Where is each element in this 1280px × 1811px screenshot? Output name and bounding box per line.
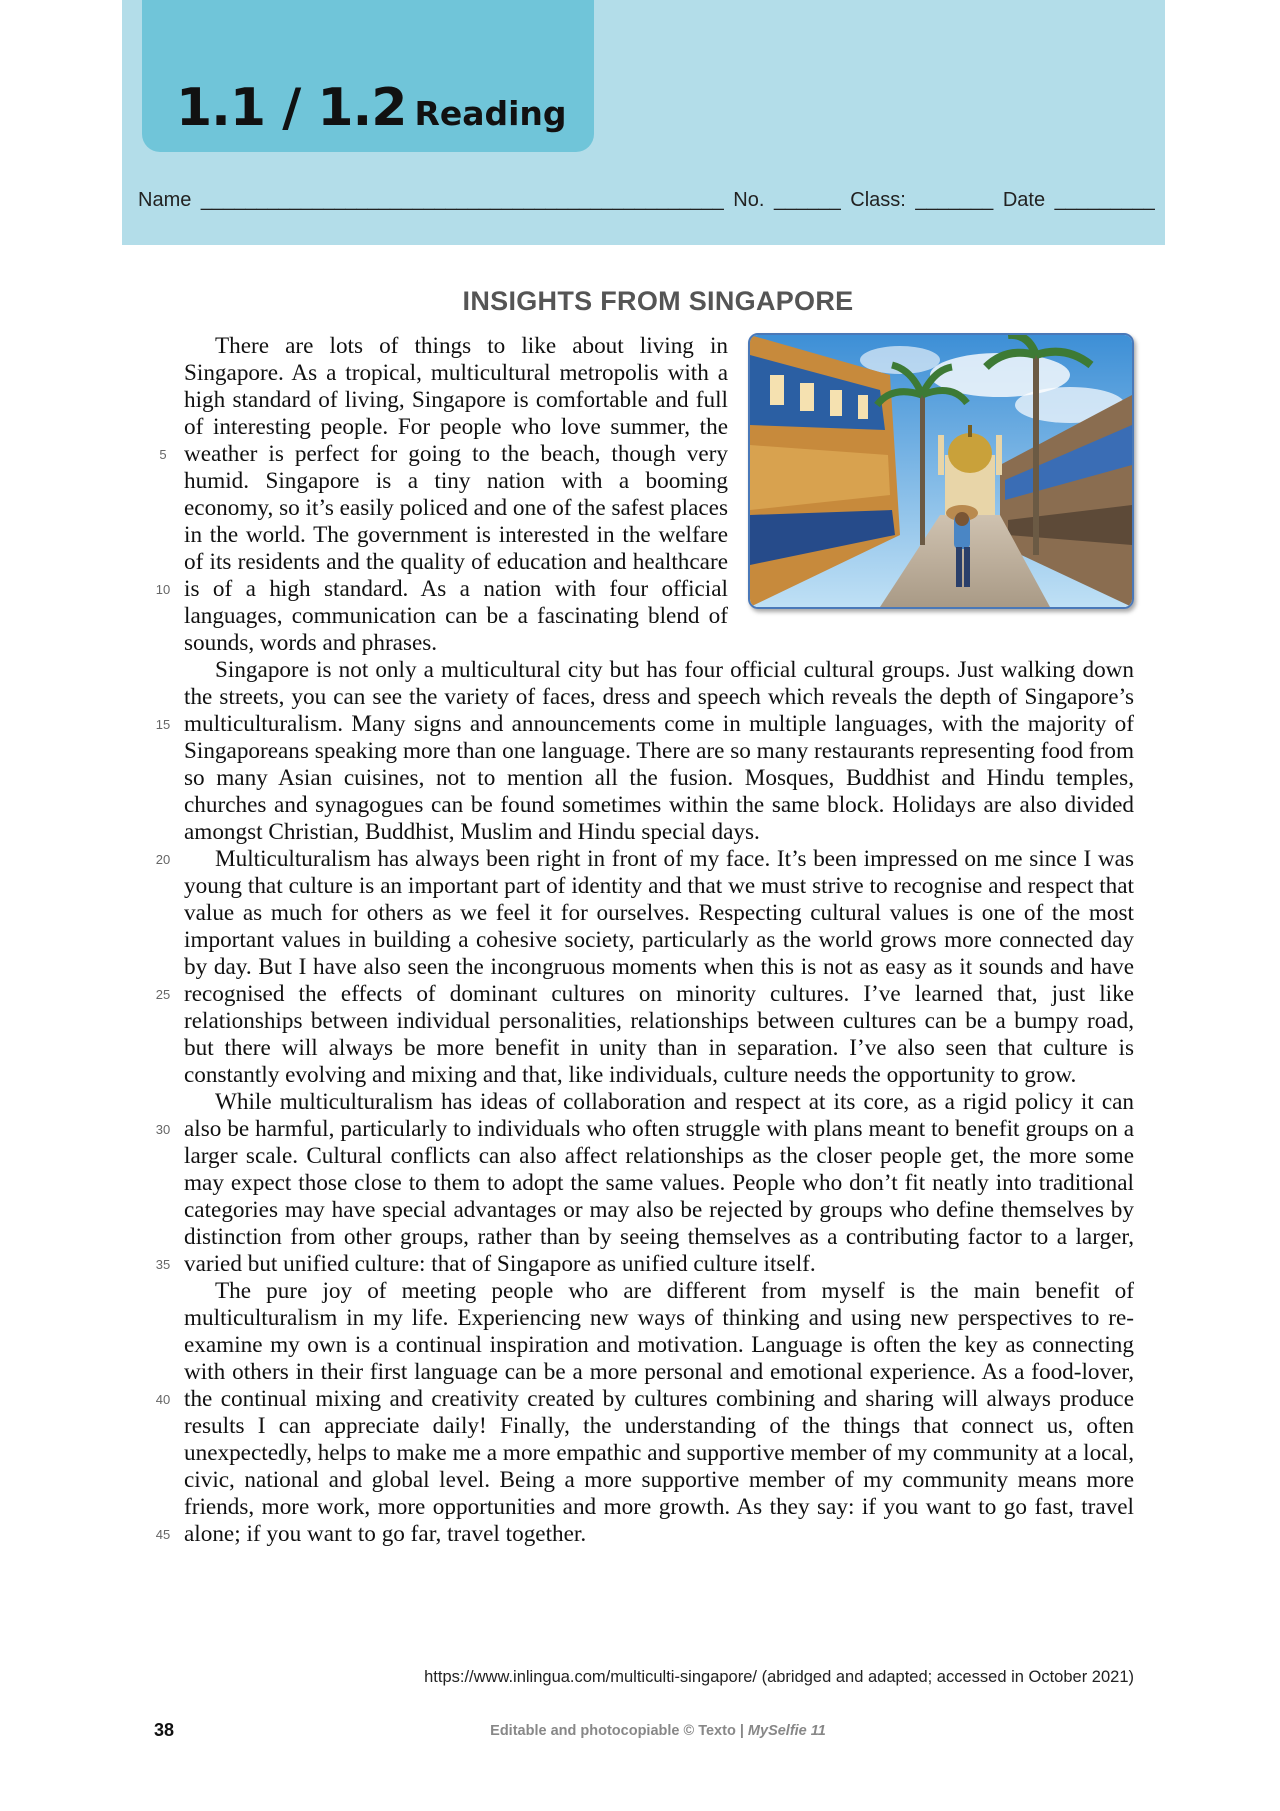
footer-copyright: [0, 1723, 1280, 1739]
paragraph-4: While multiculturalism has ideas of collaboration and respect at its core, as a rigid policy it can also be harmful, particularly to individuals who often struggle with plans meant to benefit groups on a larger scale. Cultural conflicts can also affect relationships as the closer people get, the more some may expect those close to them to adopt the same values. People who don’t fit neatly into traditional categories may have special advantages or may also be rejected by groups who define themselves by distinction from other groups, rather than by seeing themselves as a contributing factor to a larger, varied but unified culture: that of Singapore as unified culture itself.: [184, 1089, 1134, 1277]
section-number: 1.1 / 1.2: [176, 78, 407, 138]
street-scene-image: [750, 335, 1132, 607]
student-info-line: [138, 189, 1155, 212]
singapore-street-photo: [748, 333, 1134, 609]
class-label: Class:: [850, 189, 906, 211]
article-title: INSIGHTS FROM SINGAPORE: [462, 286, 854, 316]
line-number-10: 10: [155, 582, 171, 597]
line-number-5: 5: [159, 447, 167, 462]
class-blank: _______: [915, 189, 994, 211]
date-label: Date: [1002, 189, 1046, 211]
line-number-45: 45: [155, 1527, 171, 1542]
line-number-20: 20: [155, 852, 171, 867]
title-tab: [142, 0, 594, 152]
article-body: [184, 333, 1134, 1548]
source-citation: https://www.inlingua.com/multiculti-singapore/ (abridged and adapted; accessed in October 2021): [424, 1668, 1134, 1686]
section-title: [176, 78, 567, 138]
line-number-15: 15: [155, 717, 171, 732]
worksheet-header: [122, 0, 1165, 245]
footer-text: Editable and photocopiable © Texto |: [490, 1723, 748, 1739]
date-blank: _________: [1054, 189, 1155, 211]
section-label: Reading: [414, 94, 567, 133]
line-number-25: 25: [155, 987, 171, 1002]
name-label: Name: [138, 189, 192, 211]
paragraph-5: The pure joy of meeting people who are different from myself is the main benefit of multiculturalism in my life. Experiencing new ways of thinking and using new perspectives to re-examine my own is a continual inspiration and motivation. Language is often the key as connecting with others in their first language can be a more personal and emotional experience. As a food-lover, the continual mixing and creativity created by cultures combining and sharing will always produce results I can appreciate daily! Finally, the understanding of the things that connect us, often unexpectedly, helps to make me a more empathic and supportive member of my community at a local, civic, national and global level. Being a more supportive member of my community means more friends, more work, more opportunities and more growth. As they say: if you want to go fast, travel alone; if you want to go far, travel together.: [184, 1278, 1134, 1547]
name-blank: _______________________________________________: [200, 189, 724, 211]
line-number-40: 40: [155, 1392, 171, 1407]
number-label: No.: [733, 189, 765, 211]
number-blank: ______: [773, 189, 841, 211]
paragraph-1: There are lots of things to like about living in Singapore. As a tropical, multicultural metropolis with a high standard of living, Singapore is comfortable and full of interesting people. For people who love summer, the weather is perfect for going to the beach, though very humid. Singapore is a tiny nation with a booming economy, so it’s easily policed and one of the safest places in the world. The government is interested in the welfare of its residents and the quality of education and healthcare is of a high standard. As a nation with four official languages, communication can be a fascinating blend of sounds, words and phrases.: [184, 333, 728, 656]
paragraph-2: Singapore is not only a multicultural city but has four official cultural groups. Just walking down the streets, you can see the variety of faces, dress and speech which reveals the depth of Singapore’s multiculturalism. Many signs and announcements come in multiple languages, with the majority of Singaporeans speaking more than one language. There are so many restaurants representing food from so many Asian cuisines, not to mention all the fusion. Mosques, Buddhist and Hindu temples, churches and synagogues can be found sometimes within the same block. Holidays are also divided amongst Christian, Buddhist, Muslim and Hindu special days.: [184, 657, 1134, 845]
footer-book-title: MySelfie 11: [747, 1723, 826, 1739]
page-number: 38: [154, 1720, 175, 1740]
paragraph-3: Multiculturalism has always been right in front of my face. It’s been impressed on me since I was young that culture is an important part of identity and that we must strive to recognise and respect that value as much for others as we feel it for ourselves. Respecting cultural values is one of the most important values in building a cohesive society, particularly as the world grows more connected day by day. But I have also seen the incongruous moments when this is not as easy as it sounds and have recognised the effects of dominant cultures on minority cultures. I’ve learned that, just like relationships between individual personalities, relationships between cultures can be a bumpy road, but there will always be more benefit in unity than in separation. I’ve also seen that culture is constantly evolving and mixing and that, like individuals, culture needs the opportunity to grow.: [184, 846, 1134, 1088]
line-number-35: 35: [155, 1257, 171, 1272]
line-number-30: 30: [155, 1122, 171, 1137]
